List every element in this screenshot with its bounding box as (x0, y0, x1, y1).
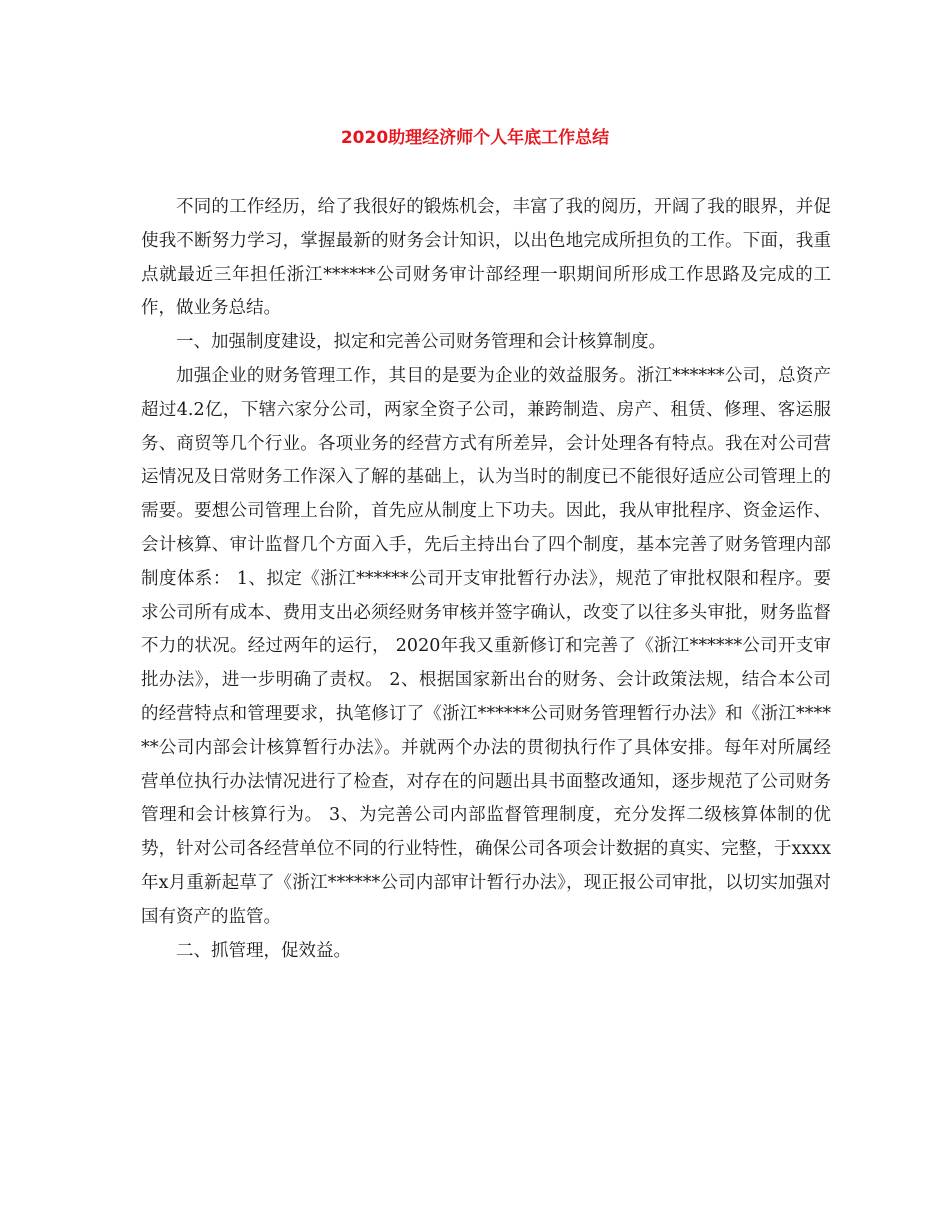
section-heading-1: 一、加强制度建设，拟定和完善公司财务管理和会计核算制度。 (176, 332, 666, 353)
section-heading-2: 二、抓管理，促效益。 (176, 940, 351, 961)
document-title: 2020助理经济师个人年底工作总结 (340, 128, 610, 148)
document-body (141, 191, 831, 968)
paragraph-section-1: 加强企业的财务管理工作，其目的是要为企业的效益服务。浙江******公司，总资产超过4.2亿，下辖六家分公司，两家全资子公司，兼跨制造、房产、租赁、修理、客运服务、商贸等几个行业。各项业务的经营方式有所差异，会计处理各有特点。我在对公司营运情况及日常财务工作深入了解的基础上，认为当时的制度已不能很好适应公司管理上的需要。要想公司管理上台阶，首先应从制度上下功夫。因此，我从审批程序、资金运作、会计核算、审计监督几个方面入手，先后主持出台了四个制度，基本完善了财务管理内部制度体系： 1、拟定《浙江******公司开支审批暂行办法》，规范了审批权限和程序。要求公司所有成本、费用支出必须经财务审核并签字确认，改变了以往多头审批，财务监督不力的状况。经过两年的运行， 2020年我又重新修订和完善了《浙江******公司开支审批办法》，进一步明确了责权。 2、根据国家新出台的财务、会计政策法规，结合本公司的经营特点和管理要求，执笔修订了《浙江******公司财务管理暂行办法》和《浙江******公司内部会计核算暂行办法》。并就两个办法的贯彻执行作了具体安排。每年对所属经营单位执行办法情况进行了检查，对存在的问题出具书面整改通知，逐步规范了公司财务管理和会计核算行为。 3、为完善公司内部监督管理制度，充分发挥二级核算体制的优势，针对公司各经营单位不同的行业特性，确保公司各项会计数据的真实、完整，于xxxx年x月重新起草了《浙江******公司内部审计暂行办法》，现正报公司审批，以切实加强对国有资产的监管。 (141, 365, 831, 927)
paragraph-intro: 不同的工作经历，给了我很好的锻炼机会，丰富了我的阅历，开阔了我的眼界，并促使我不断努力学习，掌握最新的财务会计知识，以出色地完成所担负的工作。下面，我重点就最近三年担任浙江******公司财务审计部经理一职期间所形成工作思路及完成的工作，做业务总结。 (141, 197, 831, 319)
